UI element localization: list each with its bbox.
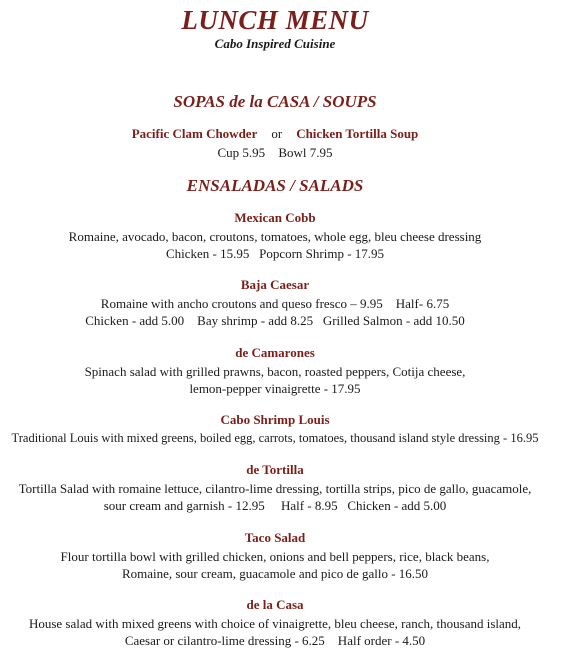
item-price-line: Chicken - add 5.00 Bay shrimp - add 8.25 Grilled Salmon - add 10.50 <box>85 313 465 328</box>
menu-item <box>0 530 550 582</box>
salads-heading: ENSALADAS / SALADS <box>186 176 364 195</box>
item-price-line: Romaine, sour cream, guacamole and pico de gallo - 16.50 <box>121 566 429 581</box>
item-description: Tortilla Salad with romaine lettuce, cilantro-lime dressing, tortilla strips, pico de gallo, guacamole, <box>18 481 532 496</box>
item-description: Romaine with ancho croutons and queso fresco – 9.95 Half- 6.75 <box>100 296 450 311</box>
soup-option-clam-chowder: Pacific Clam Chowder <box>131 126 258 141</box>
menu-item <box>0 345 550 397</box>
item-description: Flour tortilla bowl with grilled chicken, onions and bell peppers, rice, black beans, <box>60 549 490 564</box>
item-description: Romaine, avocado, bacon, croutons, tomatoes, whole egg, bleu cheese dressing <box>68 229 482 244</box>
item-description: Spinach salad with grilled prawns, bacon, roasted peppers, Cotija cheese, <box>84 364 466 379</box>
item-description: House salad with mixed greens with choice of vinaigrette, bleu cheese, ranch, thousand island, <box>28 616 522 631</box>
soup-cup-price: Cup 5.95 <box>217 145 266 160</box>
menu-title: LUNCH MENU <box>181 5 369 35</box>
menu-item <box>0 597 550 649</box>
item-price-line: Chicken - 15.95 Popcorn Shrimp - 17.95 <box>165 246 385 261</box>
soup-prices <box>0 145 550 161</box>
item-description: Traditional Louis with mixed greens, boiled egg, carrots, tomatoes, thousand island style dressing - 16.95 <box>11 431 539 445</box>
item-name-taco-salad: Taco Salad <box>244 530 306 545</box>
soup-separator: or <box>271 126 283 141</box>
item-name-de-tortilla: de Tortilla <box>246 462 304 477</box>
menu-item <box>0 277 550 329</box>
soup-bowl-price: Bowl 7.95 <box>278 145 333 160</box>
menu-item <box>0 462 550 514</box>
item-price-line: lemon-pepper vinaigrette - 17.95 <box>189 381 361 396</box>
item-name-de-camarones: de Camarones <box>235 345 315 360</box>
menu-subtitle: Cabo Inspired Cuisine <box>214 36 336 51</box>
item-name-de-la-casa: de la Casa <box>246 597 304 612</box>
soup-option-chicken-tortilla: Chicken Tortilla Soup <box>296 126 419 141</box>
item-name-cabo-shrimp-louis: Cabo Shrimp Louis <box>220 412 330 427</box>
item-name-baja-caesar: Baja Caesar <box>240 277 310 292</box>
soups-heading: SOPAS de la CASA / SOUPS <box>173 92 377 111</box>
item-name-mexican-cobb: Mexican Cobb <box>234 210 316 225</box>
item-price-line: Caesar or cilantro-lime dressing - 6.25 Half order - 4.50 <box>124 633 426 648</box>
item-price-line: sour cream and garnish - 12.95 Half - 8.95 Chicken - add 5.00 <box>103 498 447 513</box>
menu-item <box>0 210 550 262</box>
menu-item <box>0 412 550 447</box>
soup-options <box>0 126 550 142</box>
